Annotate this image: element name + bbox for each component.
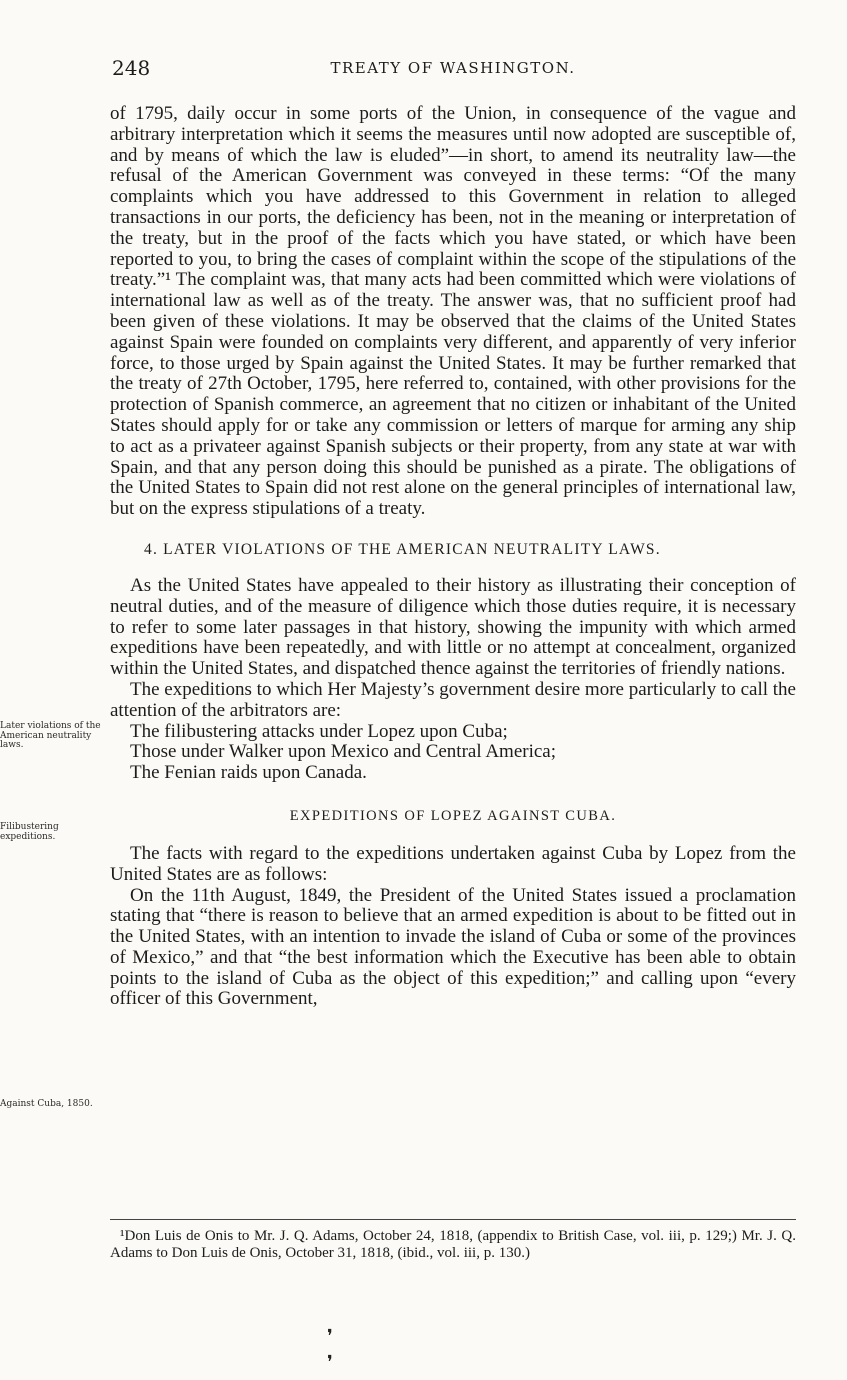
footnote: ¹Don Luis de Onis to Mr. J. Q. Adams, October 24, 1818, (appendix to British Case, vol. iii, p. 129;) Mr. J. Q. Adams to Don Luis de Onis, October 31, 1818, (ibid., vol. iii, p. 130.) — [110, 1228, 796, 1261]
list-item-fenian: The Fenian raids upon Canada. — [130, 762, 367, 784]
paragraph-proclamation: On the 11th August, 1849, the President of the United States issued a proclamation stating that “there is reason to believe that an armed expedition is about to be fitted out in the United States, with an intention to invade the island of Cuba or some of the provinces of Mexico,” and that “the best information which the Executive has been able to obtain points to the island of Cuba as the object of this expedition;” and calling upon “every officer of this Government, — [110, 884, 796, 1010]
side-note-later-violations: Later violations of the American neutrality laws. — [0, 721, 101, 750]
paragraph-later-violations: As the United States have appealed to their history as illustrating their conception of neutral duties, and of the measure of diligence which those duties require, it is necessary to refer to some later passages in that history, showing the impunity with which armed expeditions have been repeatedly, and with little or no attempt at concealment, organized within the United States, and dispatched thence against the territories of friendly nations. — [110, 574, 796, 680]
print-speck: ❜ — [327, 1352, 333, 1373]
body-text — [110, 104, 796, 1010]
page-number: 248 — [112, 56, 151, 80]
sub-heading: EXPEDITIONS OF LOPEZ AGAINST CUBA. — [289, 807, 617, 824]
paragraph-expeditions-intro: The expeditions to which Her Majesty’s government desire more particularly to call the attention of the arbitrators are: — [110, 678, 796, 721]
section-heading: 4. LATER VIOLATIONS OF THE AMERICAN NEUTRALITY LAWS. — [144, 540, 661, 558]
side-note-filibustering: Filibustering expeditions. — [0, 822, 59, 842]
side-note-against-cuba: Against Cuba, 1850. — [0, 1099, 93, 1109]
paragraph-continuation: of 1795, daily occur in some ports of the Union, in consequence of the vague and arbitrary interpretation which it seems the measures until now adopted are susceptible of, and by means of which the law is eluded”—in short, to amend its neutrality law—the refusal of the American Government was conveyed in these terms: “Of the many complaints which you have addressed to this Government in relation to alleged transactions in our ports, the deficiency has been, not in the meaning or interpretation of the treaty, but in the proof of the facts which you have stated, or which have been reported to you, to bring the cases of complaint within the scope of the stipulations of the treaty.”¹ The complaint was, that many acts had been committed which were violations of international law as well as of the treaty. The answer was, that no sufficient proof had been given of these violations. It may be observed that the claims of the United States against Spain were founded on complaints very different, and apparently of very inferior force, to those urged by Spain against the United States. It may be further remarked that the treaty of 27th October, 1795, here referred to, contained, with other provisions for the protection of Spanish commerce, an agreement that no citizen or inhabitant of the United States should apply for or take any commission or letters of marque for arming any ship to act as a privateer against Spanish subjects or their property, from any state at war with Spain, and that any person doing this should be punished as a pirate. The obligations of the United States to Spain did not rest alone on the general principles of international law, but on the express stipulations of a treaty. — [110, 103, 796, 520]
footnote-divider — [110, 1219, 796, 1220]
page-header — [112, 56, 794, 84]
list-item-walker: Those under Walker upon Mexico and Central America; — [130, 741, 557, 763]
running-title: TREATY OF WASHINGTON. — [330, 59, 576, 77]
paragraph-lopez-facts: The facts with regard to the expeditions undertaken against Cuba by Lopez from the United States are as follows: — [110, 842, 796, 885]
print-speck: ❜ — [327, 1326, 333, 1347]
list-item-lopez: The filibustering attacks under Lopez upon Cuba; — [130, 720, 508, 742]
